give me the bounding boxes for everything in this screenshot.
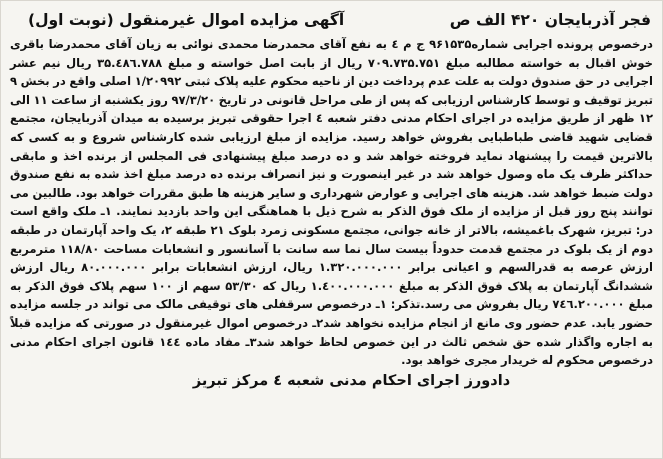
notice-title: آگهی مزایده اموال غیرمنقول (نوبت اول) bbox=[28, 11, 345, 29]
notice-body: درخصوص پرونده اجرایی شماره۹۶۱۵۳۵ ج م ٤ به نفع آقای محمدرضا محمدی نوائی به زیان آقای محمدرضا باقری خوش اقبال به خواسته مطالبه مبلغ ۷۰۹.۷۳۵.۷۵۱ ریال از بابت اصل خواسته و مبلغ ۳۵.٤۸٦.۷۸۸ ریال نیم عشر اجرایی در حق صندوق دولت به علت عدم پرداخت دین از ناحیه محکوم علیه پلاک ثبتی ۱/۲۰۹۹۲ اصلی واقع در بخش ۹ تبریز توقیف و توسط کارشناس ارزیابی که پس از طی مراحل قانونی در تاریخ ۹۷/۳/۲۰ روز یکشنبه از ساعت ۱۱ الی ۱۲ ظهر از طریق مزایده در اجرای احکام مدنی دفتر شعبه ٤ اجرا حقوقی تبریز برسیده به میدان آذربایجان، مجتمع قضایی شهید قاضی طباطبایی بفروش خواهد رسید. مزایده از مبلغ ارزیابی شده کارشناس شروع و به کسی که بالاترین قیمت را پیشنهاد نماید فروخته خواهد شد و ده درصد مبلغ پیشنهادی فی المجلس از برنده اخذ و مابقی حداکثر ظرف یک ماه وصول خواهد شد در غیر اینصورت و نیز انصراف برنده ده درصد مبلغ اخذ شده به نفع صندوق دولت ضبط خواهد شد. هزینه های اجرایی و عوارض شهرداری و سایر هزینه ها طبق مقررات خواهد بود. طالبین می توانند پنج روز قبل از مزایده از ملک فوق الذکر به شرح ذیل با هماهنگی این واحد بازدید نمایند. ۱ـ ملک واقع است در: تبریز، شهرک باغمیشه، بالاتر از خانه جوانی، مجتمع مسکونی زمرد بلوک ۲۱ طبقه ۲، یک واحد آپارتمان در طبقه دوم از یک بلوک در مجتمع قدمت حدوداً بیست سال نما سه سانت با آسانسور و انشعابات مساحت ۱۱۸/۸۰ مترمربع ارزش عرصه به قدرالسهم و اعیانی برابر ۱.۳۲۰.۰۰۰.۰۰۰ ریال، ارزش انشعابات برابر ۸۰.۰۰۰.۰۰۰ ریال ارزش ششدانگ آپارتمان به پلاک فوق الذکر به مبلغ ۱.٤۰۰.۰۰۰.۰۰۰ ریال که ۵۳/۳۰ سهم از ۱۰۰ سهم پلاک فوق الذکر به مبلغ ۷٤٦.۲۰۰.۰۰۰ ریال بفروش می رسد.تذکر: ۱ـ درخصوص سرقفلی های توقیفی مالک می تواند در جلسه مزایده حضور یابد. عدم حضور وی مانع از انجام مزایده نخواهد شد۲ـ درخصوص اموال غیرمنقول در صورتی که مزایده قبلاً به اجاره واگذار شده حق شخص ثالث در این خصوص لحاظ خواهد شد۳ـ مفاد ماده ۱٤٤ قانون اجرای احکام مدنی درخصوص محکوم له خریدار مجری خواهد بود. bbox=[10, 37, 654, 368]
notice-signature: دادورز اجرای احکام مدنی شعبه ٤ مرکز تبریز bbox=[192, 372, 511, 389]
notice-header bbox=[10, 7, 653, 33]
newspaper-name: فجر آذربایجان ۴۲۰ الف ص bbox=[449, 11, 651, 29]
